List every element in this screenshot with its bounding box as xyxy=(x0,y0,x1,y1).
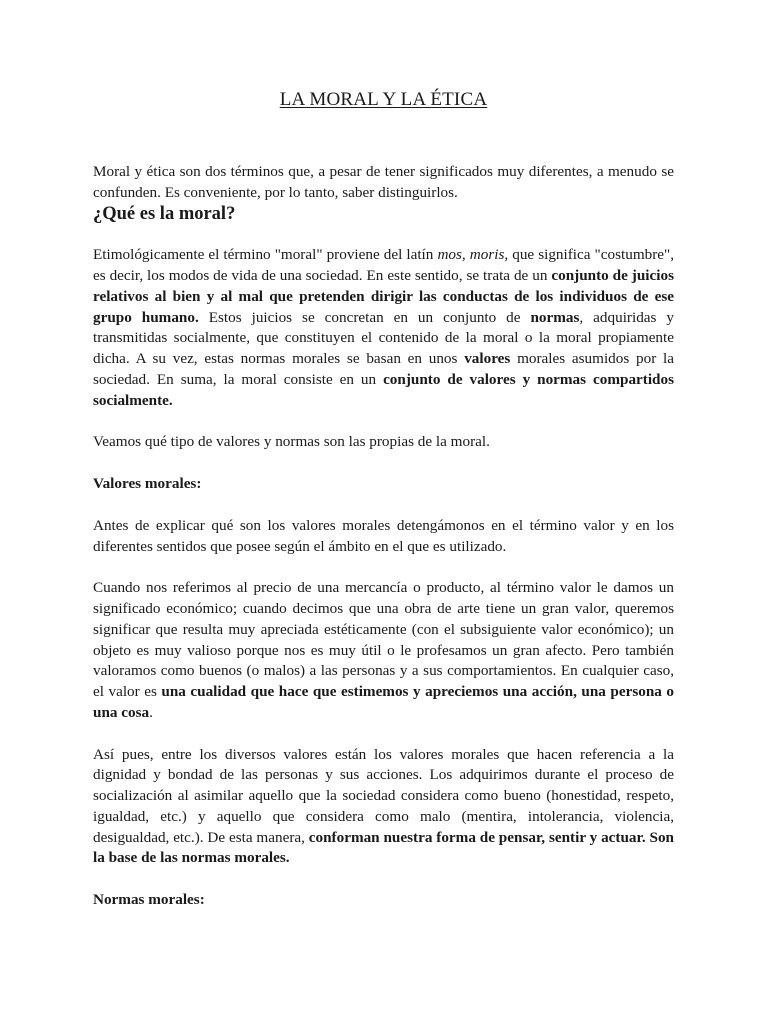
paragraph-veamos: Veamos qué tipo de valores y normas son las propias de la moral. xyxy=(93,433,490,451)
bold-run: conforman nuestra forma de pensar, sentir y actuar. Son la base de las normas morales. xyxy=(93,828,674,867)
document-title: LA MORAL Y LA ÉTICA xyxy=(279,89,488,110)
text-run: Estos juicios se concretan en un conjunto de xyxy=(198,308,531,326)
text-run: , adquiridas y transmitidas socialmente, que constituyen el contenido de la moral o la moral propiamente dicha. A su vez, estas normas morales se basan en unos xyxy=(93,308,674,367)
text-run: morales asumidos por la sociedad. En suma, la moral consiste en un xyxy=(93,350,674,388)
paragraph-etimologia xyxy=(93,245,674,411)
text-run: . xyxy=(149,703,153,721)
bold-run: una cualidad que hace que estimemos y apreciemos una acción, una persona o una cosa xyxy=(93,683,674,721)
text-run: Etimológicamente el término "moral" proviene del latín xyxy=(93,246,438,264)
bold-run: normas xyxy=(530,308,580,326)
heading-valores-morales: Valores morales: xyxy=(93,475,202,492)
intro-paragraph: Moral y ética son dos términos que, a pesar de tener significados muy diferentes, a menudo se confunden. Es conveniente, por lo tanto, saber distinguirlos. xyxy=(93,162,674,201)
bold-run: conjunto de valores y normas compartidos socialmente. xyxy=(93,370,675,409)
text-run: , que significa "costumbre", es decir, los modos de vida de una sociedad. En este sentido, se trata de un xyxy=(93,246,675,284)
paragraph-cuando xyxy=(93,578,674,723)
italic-run: mos, moris xyxy=(437,246,505,264)
paragraph-asi-pues xyxy=(93,745,674,870)
bold-run: conjunto de juicios relativos al bien y al mal que pretenden dirigir las conductas de los individuos de ese grupo humano. xyxy=(93,267,674,326)
bold-run: valores xyxy=(464,350,511,367)
text-run: Cuando nos referimos al precio de una mercancía o producto, al término valor le damos un significado económico; cuando decimos que una obra de arte tiene un gran valor, queremos significar que resulta muy apreciada estéticamente (con el subsiguiente valor económico); un objeto es muy valioso porque nos es muy útil o le profesamos un gran afecto. Pero también valoramos como buenos (o malos) a las personas y a sus comportamientos. En cualquier caso, el valor es xyxy=(93,579,674,700)
paragraph-antes: Antes de explicar qué son los valores morales detengámonos en el término valor y en los diferentes sentidos que posee según el ámbito en el que es utilizado. xyxy=(93,516,674,555)
heading-que-es-la-moral: ¿Qué es la moral? xyxy=(93,204,236,225)
text-run: Así pues, entre los diversos valores están los valores morales que hacen referencia a la dignidad y bondad de las personas y sus acciones. Los adquirimos durante el proceso de socialización al asimilar aquello que la sociedad considera como bueno (honestidad, respeto, igualdad, etc.) y aquello que considera como malo (mentira, intolerancia, violencia, desigualdad, etc.). De esta manera, xyxy=(93,745,674,846)
heading-normas-morales: Normas morales: xyxy=(93,891,205,908)
